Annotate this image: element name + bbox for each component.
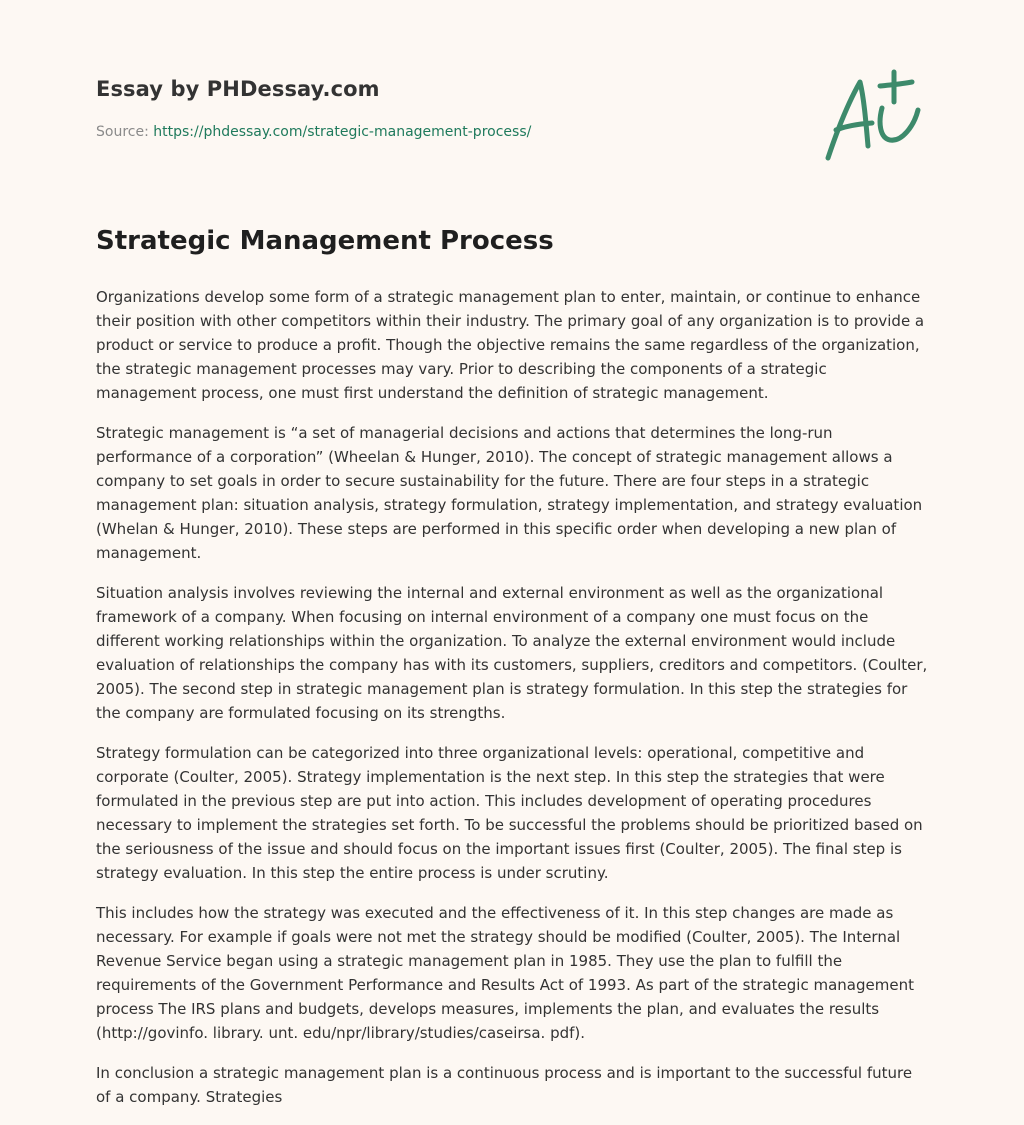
essay-paragraph: Situation analysis involves reviewing the internal and external environment as well as the organizational framework of a company. When focusing on internal environment of a company one must focus on the different working relationships within the organization. To analyze the external environment would include evaluation of relationships the company has with its customers, suppliers, creditors and competitors. (Coulter, 2005). The second step in strategic management plan is strategy formulation. In this step the strategies for the company are formulated focusing on its strengths. (96, 584, 928, 722)
source-line (96, 124, 531, 140)
essay-paragraph: Strategic management is “a set of managerial decisions and actions that determines the long-run performance of a corporation” (Wheelan & Hunger, 2010). The concept of strategic management allows a company to set goals in order to secure sustainability for the future. There are four steps in a strategic management plan: situation analysis, strategy formulation, strategy implementation, and strategy evaluation (Whelan & Hunger, 2010). These steps are performed in this specific order when developing a new plan of management. (96, 424, 923, 562)
essay-paragraph: This includes how the strategy was executed and the effectiveness of it. In this step changes are made as necessary. For example if goals were not met the strategy should be modified (Coulter, 2005). The Internal Revenue Service began using a strategic management plan in 1985. They use the plan to fulfill the requirements of the Government Performance and Results Act of 1993. As part of the strategic management process The IRS plans and budgets, develops measures, implements the plan, and evaluates the results (http://govinfo. library. unt. edu/npr/library/studies/caseirsa. pdf). (96, 904, 914, 1042)
a-plus-logo-icon (818, 68, 922, 164)
a-plus-logo-graphic (818, 68, 922, 164)
essay-paragraph: In conclusion a strategic management plan is a continuous process and is important to the successful future of a company. Strategies (96, 1064, 913, 1106)
source-link[interactable]: https://phdessay.com/strategic-management-process/ (153, 124, 532, 140)
source-label: Source: (96, 124, 149, 140)
essay-body (96, 285, 930, 1125)
site-title: Essay by PHDessay.com (96, 77, 380, 101)
essay-paragraph: Strategy formulation can be categorized into three organizational levels: operational, competitive and corporate (Coulter, 2005). Strategy implementation is the next step. In this step the strategies that were formulated in the previous step are put into action. This includes development of operating procedures necessary to implement the strategies set forth. To be successful the problems should be prioritized based on the seriousness of the issue and should focus on the important issues first (Coulter, 2005). The final step is strategy evaluation. In this step the entire process is under scrutiny. (96, 744, 923, 882)
essay-paragraph: Organizations develop some form of a strategic management plan to enter, maintain, or continue to enhance their position with other competitors within their industry. The primary goal of any organization is to provide a product or service to produce a profit. Though the objective remains the same regardless of the organization, the strategic management processes may vary. Prior to describing the components of a strategic management process, one must first understand the definition of strategic management. (96, 288, 925, 402)
essay-title: Strategic Management Process (96, 226, 554, 256)
